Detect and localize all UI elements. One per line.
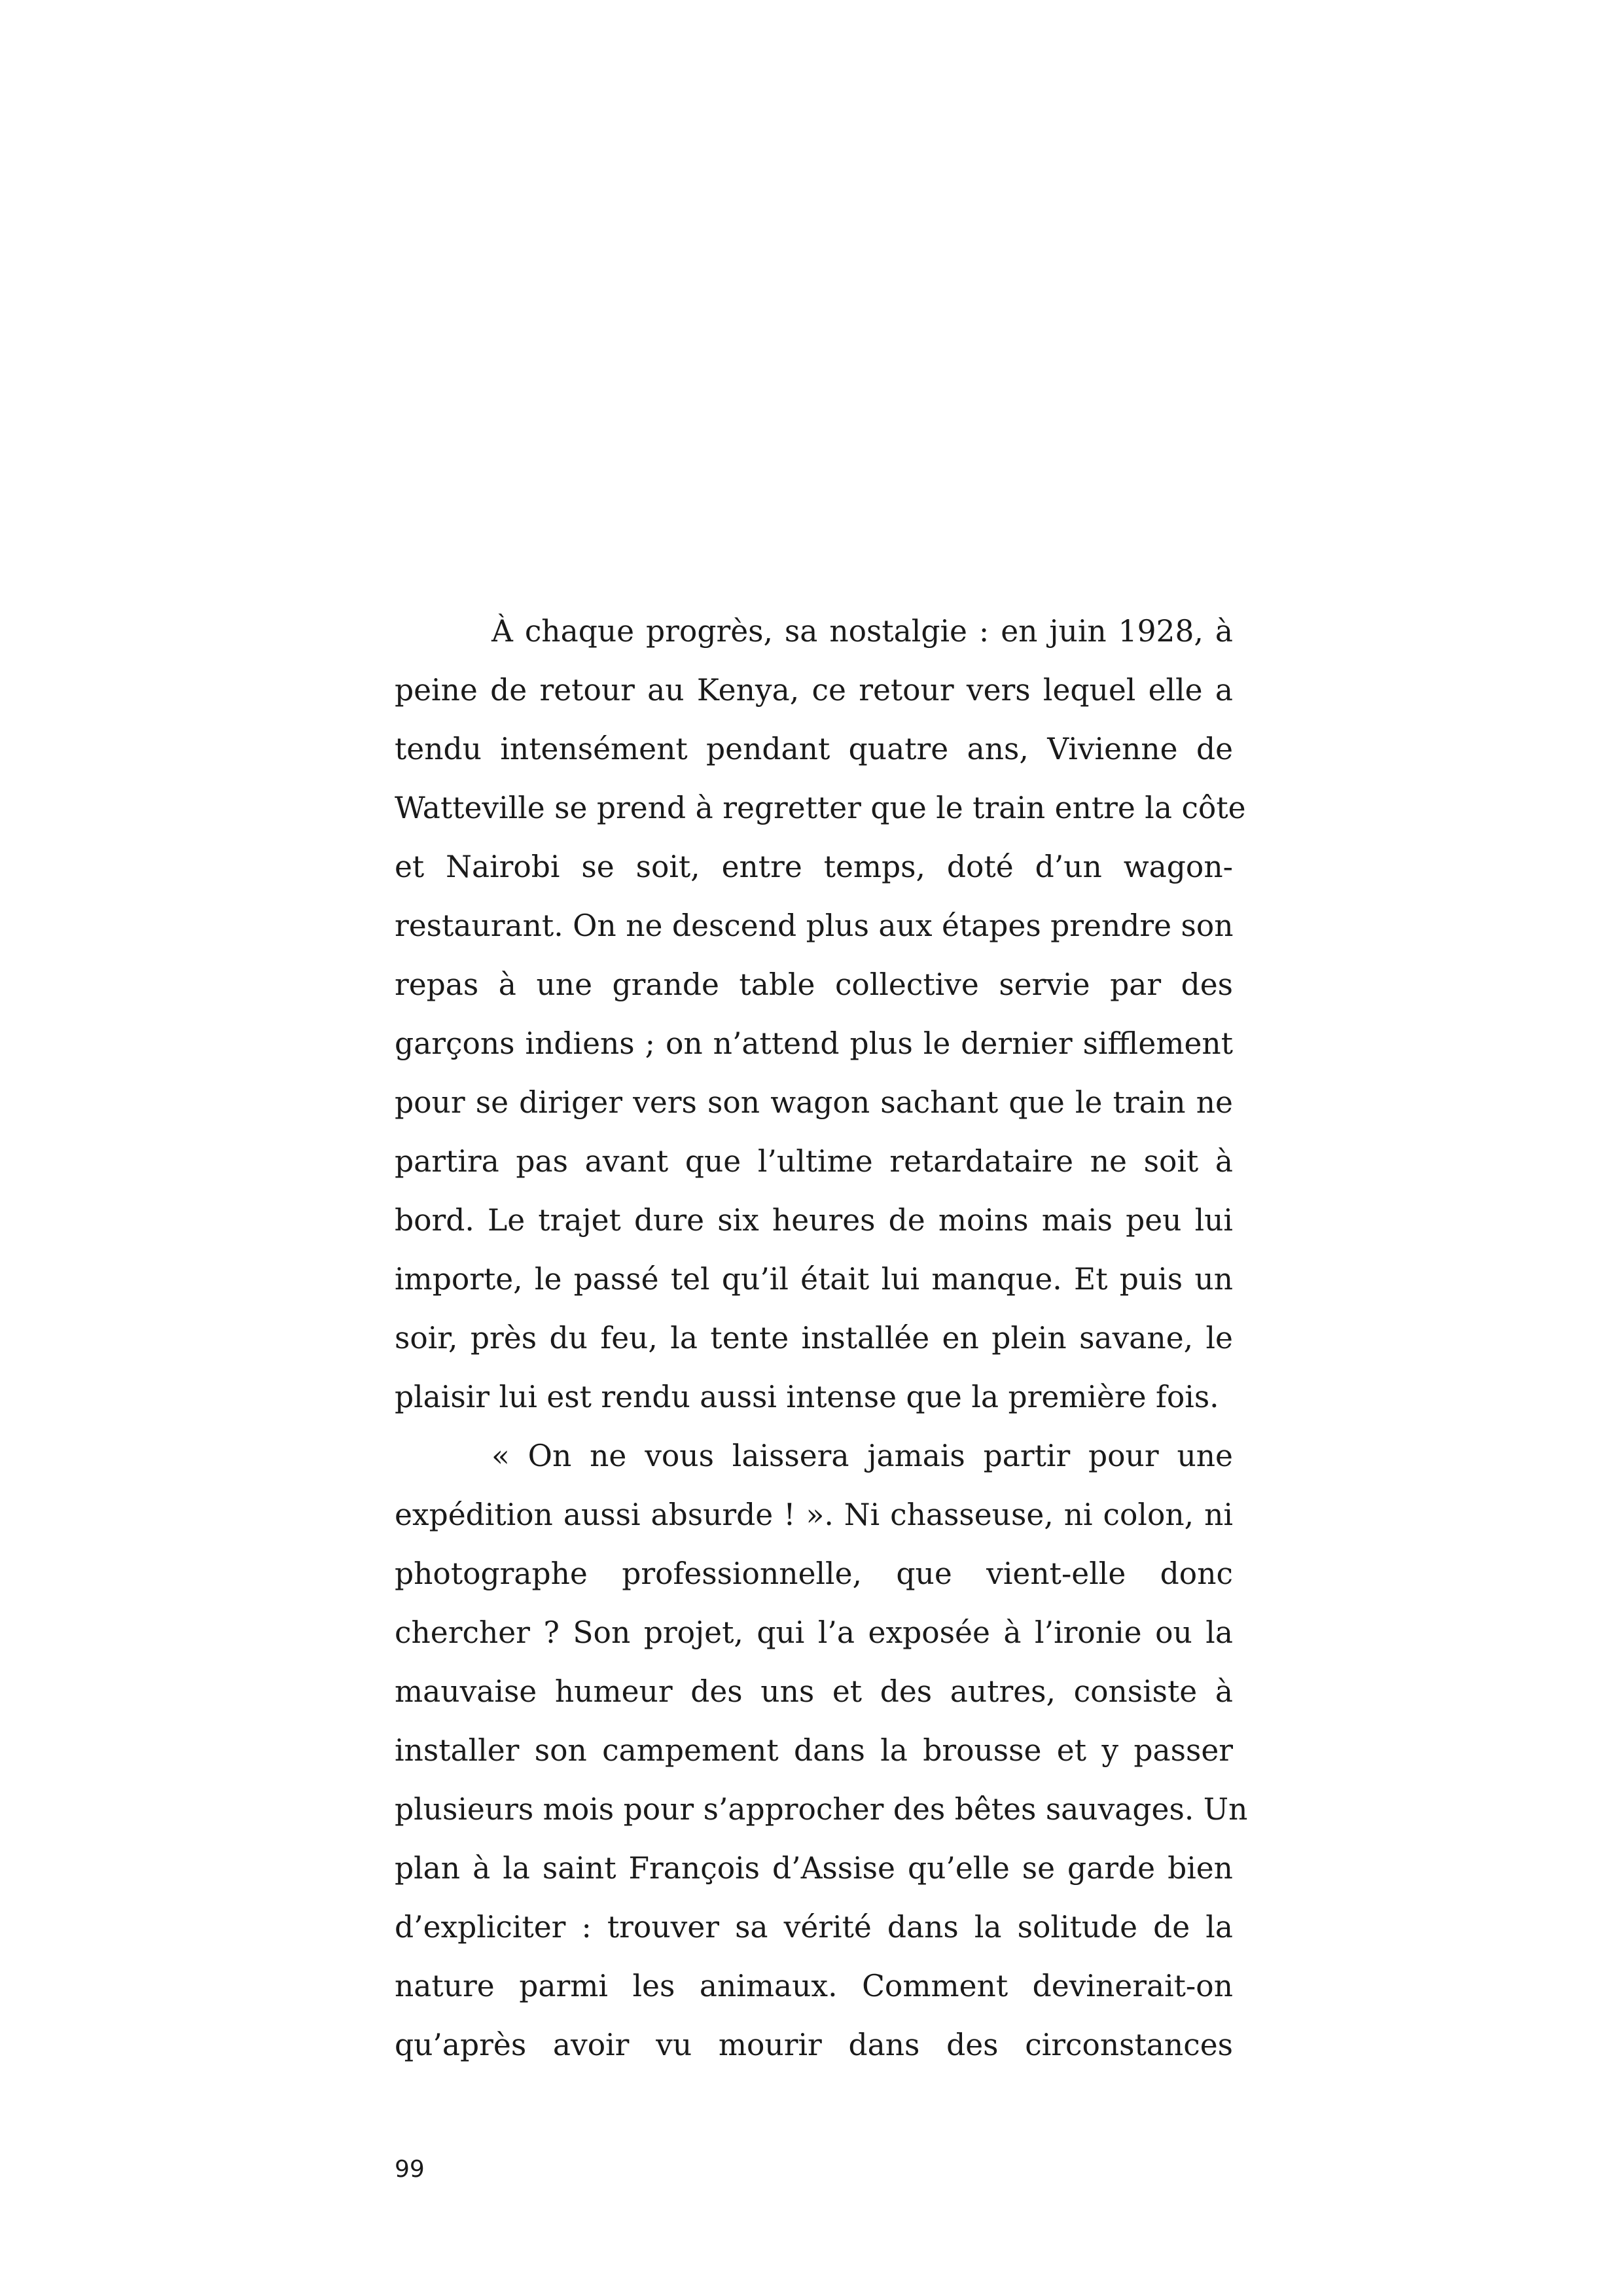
paragraph-1-line-12: importe, le passé tel qu’il était lui manque. Et puis un: [395, 1262, 1233, 1297]
paragraph-1-line-6: restaurant. On ne descend plus aux étapes prendre son: [395, 908, 1234, 943]
paragraph-1-line-14: plaisir lui est rendu aussi intense que la première fois.: [395, 1380, 1219, 1414]
paragraph-1-line-10: partira pas avant que l’ultime retardataire ne soit à: [395, 1144, 1233, 1179]
paragraph-2-line-9: d’expliciter : trouver sa vérité dans la solitude de la: [395, 1910, 1233, 1945]
paragraph-2-line-3: photographe professionnelle, que vient-elle donc: [395, 1556, 1233, 1591]
paragraph-2-line-5: mauvaise humeur des uns et des autres, consiste à: [395, 1674, 1233, 1709]
paragraph-1-line-7: repas à une grande table collective servie par des: [395, 967, 1233, 1002]
paragraph-2-line-7: plusieurs mois pour s’approcher des bêtes sauvages. Un: [395, 1792, 1248, 1827]
paragraph-1-line-11: bord. Le trajet dure six heures de moins mais peu lui: [395, 1203, 1233, 1238]
page-number: 99: [395, 2156, 425, 2183]
paragraph-1-line-9: pour se diriger vers son wagon sachant que le train ne: [395, 1085, 1233, 1120]
paragraph-2-line-4: chercher ? Son projet, qui l’a exposée à l’ironie ou la: [395, 1615, 1233, 1650]
paragraph-1-line-5: et Nairobi se soit, entre temps, doté d’un wagon-: [395, 850, 1233, 884]
paragraph-2-line-6: installer son campement dans la brousse et y passer: [395, 1733, 1233, 1768]
paragraph-1-line-13: soir, près du feu, la tente installée en plein savane, le: [395, 1321, 1233, 1355]
paragraph-1-line-3: tendu intensément pendant quatre ans, Vivienne de: [395, 732, 1233, 766]
paragraph-2-line-1: « On ne vous laissera jamais partir pour une: [491, 1439, 1233, 1473]
paragraph-2-line-2: expédition aussi absurde ! ». Ni chasseuse, ni colon, ni: [395, 1498, 1233, 1532]
paragraph-2-line-10: nature parmi les animaux. Comment devinerait-on: [395, 1969, 1233, 2003]
paragraph-1-line-1: À chaque progrès, sa nostalgie : en juin 1928, à: [491, 614, 1233, 649]
paragraph-2-line-11: qu’après avoir vu mourir dans des circonstances: [395, 2028, 1233, 2062]
paragraph-1-line-4: Watteville se prend à regretter que le train entre la côte: [395, 791, 1246, 825]
paragraph-2-line-8: plan à la saint François d’Assise qu’elle se garde bien: [395, 1851, 1233, 1886]
paragraph-1-line-8: garçons indiens ; on n’attend plus le dernier sifflement: [395, 1026, 1233, 1061]
paragraph-1-line-2: peine de retour au Kenya, ce retour vers lequel elle a: [395, 673, 1233, 708]
body-text: [395, 602, 1248, 2075]
